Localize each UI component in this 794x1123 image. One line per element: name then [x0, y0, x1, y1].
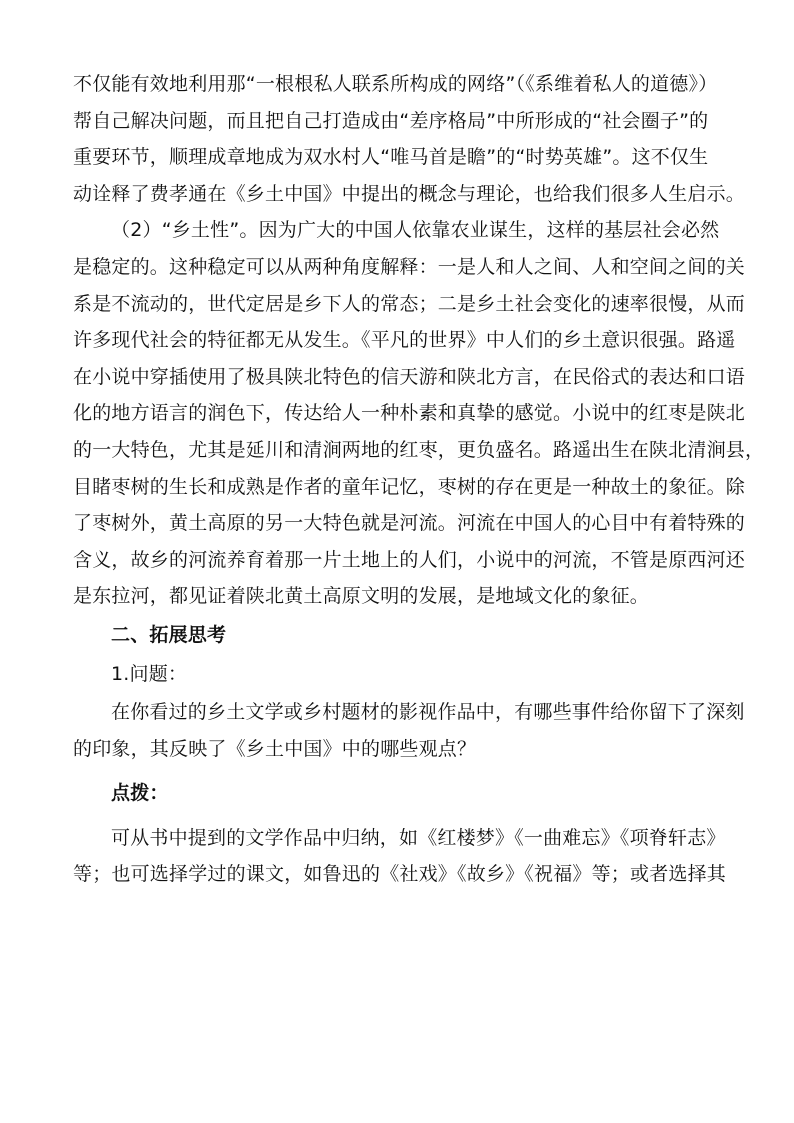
text-line: 目睹枣树的生长和成熟是作者的童年记忆，枣树的存在更是一种故土的象征。除	[73, 475, 746, 498]
text-line: 许多现代社会的特征都无从发生。《平凡的世界》中人们的乡土意识很强。路遥	[73, 329, 736, 352]
question-label: 1.问题：	[111, 662, 188, 685]
text-line: （2）“乡土性”。因为广大的中国人依靠农业谋生，这样的基层社会必然	[111, 219, 720, 242]
text-line: 的一大特色，尤其是延川和清涧两地的红枣，更负盛名。路遥出生在陕北清涧县，	[73, 438, 765, 461]
text-line: 化的地方语言的润色下，传达给人一种朴素和真挚的感觉。小说中的红枣是陕北	[73, 402, 746, 425]
text-line: 不仅能有效地利用那“一根根私人联系所构成的网络”（《系维着私人的道德》）	[73, 73, 718, 95]
document-page	[73, 66, 765, 893]
question-paragraph	[73, 694, 745, 767]
hint-label: 点拨：	[111, 782, 169, 805]
text-line: 是稳定的。这种稳定可以从两种角度解释：一是人和人之间、人和空间之间的关	[73, 255, 746, 278]
hint-paragraph	[73, 820, 739, 893]
text-line: 在小说中穿插使用了极具陕北特色的信天游和陕北方言，在民俗式的表达和口语	[73, 365, 746, 388]
section-heading: 二、拓展思考	[111, 623, 227, 646]
text-line: 了枣树外，黄土高原的另一大特色就是河流。河流在中国人的心目中有着特殊的	[73, 512, 746, 535]
text-line: 是东拉河，都见证着陕北黄土高原文明的发展，是地域文化的象征。	[73, 585, 650, 608]
text-line: 含义，故乡的河流养育着那一片土地上的人们，小说中的河流，不管是原西河还	[73, 548, 746, 571]
paragraph-continuation	[73, 66, 746, 212]
paragraph-rural-nature	[73, 212, 765, 615]
text-line: 系是不流动的，世代定居是乡下人的常态；二是乡土社会变化的速率很慢，从而	[73, 292, 746, 315]
text-line: 等；也可选择学过的课文，如鲁迅的《社戏》《故乡》《祝福》等；或者选择其	[73, 863, 727, 886]
text-line: 的印象，其反映了《乡土中国》中的哪些观点？	[73, 737, 477, 760]
text-line: 在你看过的乡土文学或乡村题材的影视作品中，有哪些事件给你留下了深刻	[111, 701, 745, 724]
text-line: 重要环节，顺理成章地成为双水村人“唯马首是瞻”的“时势英雄”。这不仅生	[73, 146, 709, 169]
text-line: 动诠释了费孝通在《乡土中国》中提出的概念与理论，也给我们很多人生启示。	[73, 182, 746, 205]
text-line: 帮自己解决问题，而且把自己打造成由“差序格局”中所形成的“社会圈子”的	[73, 109, 709, 132]
text-line: 可从书中提到的文学作品中归纳，如《红楼梦》《一曲难忘》《项脊轩志》	[111, 826, 726, 849]
